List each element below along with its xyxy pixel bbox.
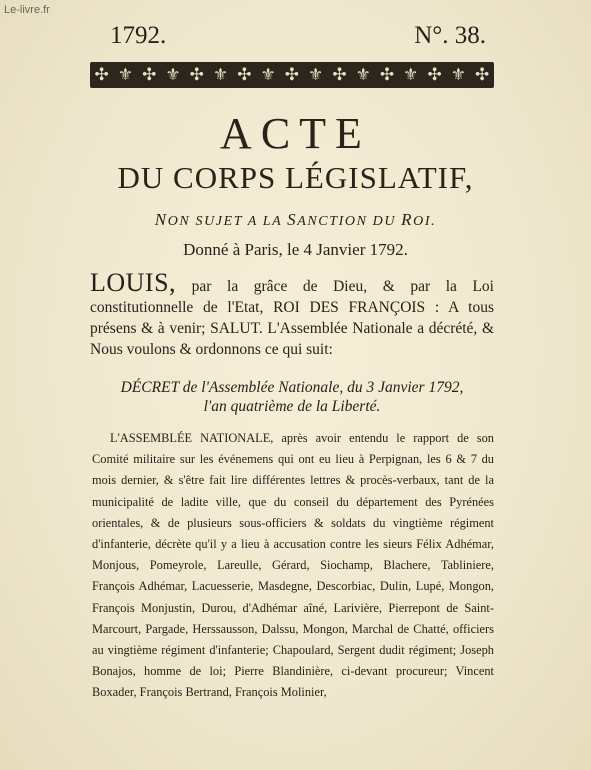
title-corps-legislatif: DU CORPS LÉGISLATIF, [117,160,474,195]
watermark-text: Le-livre.fr [4,4,50,16]
fleur-de-lis-icon: ⚜ [212,64,229,85]
decree-heading [90,378,494,416]
preamble-text: par la grâce de Dieu, & par la Loi constitutionnelle de l'Etat, ROI DES FRANÇOIS : A tous présens & à venir; SALUT. L'Assemblée Nationale a décrété, & Nous voulons & ordonnons ce qui suit: [90,278,494,358]
fleur-de-lis-icon: ⚜ [165,64,181,85]
decree-heading-line1: DÉCRET de l'Assemblée Nationale, du 3 Janvier 1792, [120,379,464,396]
ornament-icon: ✣ [475,64,490,85]
document-number: N°. 38. [414,22,486,49]
fleur-de-lis-icon: ⚜ [450,64,466,85]
document-header [96,22,488,54]
decree-heading-line2: l'an quatrième de la Liberté. [203,398,381,415]
ornament-icon: ✣ [332,64,347,85]
fleur-de-lis-icon: ⚜ [403,64,419,85]
title-acte: ACTE [220,109,371,158]
ornament-icon: ✣ [237,64,252,85]
fleur-de-lis-icon: ⚜ [260,64,276,85]
ornament-icon: ✣ [142,64,157,85]
ornament-icon: ✣ [94,64,109,85]
ornament-icon: ✣ [379,64,395,85]
ornamental-frieze [90,62,494,88]
dateline: Donné à Paris, le 4 Janvier 1792. [183,240,408,259]
body-text: après avoir entendu le rapport de son Comité militaire sur les événemens qui ont eu lieu à Perpignan, les 6 & 7 du mois dernier, & s'être fait lire différentes lettres & procès-verbaux, tant de la municipalité de ladite ville, que du conseil du département des Pyrénées orientales, & de plusieurs sous-officiers & soldats du vingtième régiment d'infanterie, décrète qu'il y a lieu à accusation contre les sieurs Félix Adhémar, Monjous, Pomeyrole, Lareulle, Gérard, Siochamp, Blachere, Tabliniere, François Adhémar, Lacuesserie, Masdegne, Descorbiac, Dulin, Lupé, Mongon, François Monjustin, Durou, d'Adhémar aîné, Larivière, Pierrepont de Saint-Marcourt, Pargade, Herssausson, Dalssu, Mongon, Marchal de Chatté, officiers au vingtième régiment d'infanterie; Chapoulard, Sergent dudit régiment; Joseph Bonajos, homme de loi; Pierre Blandinière, ci-devant procureur; Vincent Boxader, François Bertrand, François Molinier, [92,431,494,700]
preamble-first-word: LOUIS, [90,268,177,297]
body-lead: L'ASSEMBLÉE NATIONALE, [110,431,274,445]
ornament-icon: ✣ [427,64,442,85]
decree-body-paragraph [92,428,494,704]
ornament-icon: ✣ [284,64,300,85]
document-year: 1792. [110,22,167,49]
fleur-de-lis-icon: ⚜ [355,64,371,85]
preamble-paragraph [90,268,494,360]
fleur-de-lis-icon: ⚜ [117,64,134,85]
fleur-de-lis-icon: ⚜ [308,64,324,85]
subtitle-sanction: NON SUJET A LA SANCTION DU ROI. [154,210,437,229]
ornament-icon: ✣ [189,64,204,85]
